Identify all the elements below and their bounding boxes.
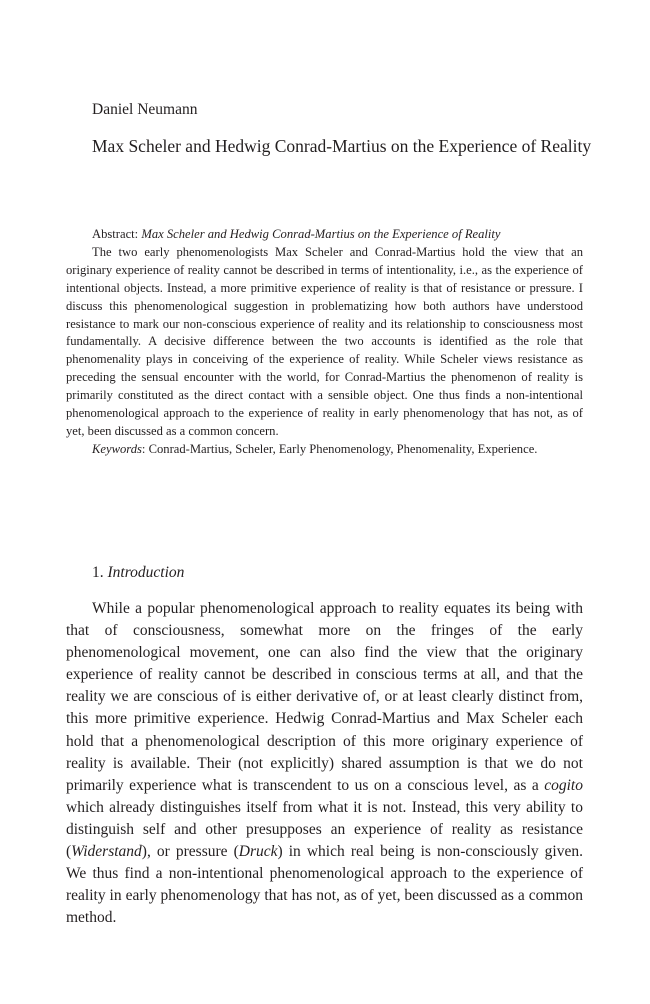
abstract-label: Abstract: xyxy=(92,227,139,241)
intro-widerstand: Widerstand xyxy=(71,843,142,861)
intro-text-1: While a popular phenomenological approach to reality equates its being with that of consciousness, somewhat more on the fringes of the early phenomenological movement, one can also find the view that the originary experience of reality cannot be described in conscious terms at all, and that the reality we are conscious of is either derivative of, or at least clearly distinct from, this more primitive experience. Hedwig Conrad-Martius and Max Scheler each hold that a phenomenological description of this more originary experience of reality is available. Their (not explicitly) shared assumption is that we do not primarily experience what is transcendent to us on a conscious level, as a xyxy=(66,600,583,794)
keywords-text: : Conrad-Martius, Scheler, Early Phenomenology, Phenomenality, Experience. xyxy=(141,441,538,456)
section-number: 1. xyxy=(92,564,104,581)
author-name: Daniel Neumann xyxy=(92,101,198,118)
abstract-heading xyxy=(66,226,583,244)
intro-text-2: which already distinguishes itself from what it is not. Instead, this very ability to distinguish self and other presupposes an experience of reality as resistance ( xyxy=(66,798,583,861)
keywords-label: Keywords xyxy=(92,441,142,456)
keywords xyxy=(66,441,583,459)
chapter-title: Max Scheler and Hedwig Conrad-Martius on the Experience of Reality xyxy=(92,136,592,156)
abstract-title: Max Scheler and Hedwig Conrad-Martius on the Experience of Reality xyxy=(141,227,501,241)
intro-text-4: ) in which real being is non-consciously given. We thus find a non-intentional phenomenological approach to the experience of reality in early phenomenology that has not, as of yet, been discussed as a common method. xyxy=(66,843,583,927)
abstract xyxy=(66,226,583,459)
intro-cogito: cogito xyxy=(544,776,583,794)
section-title: Introduction xyxy=(107,564,185,581)
intro-druck: Druck xyxy=(238,843,278,861)
intro-text-3: ), or pressure ( xyxy=(141,843,239,861)
abstract-body: The two early phenomenologists Max Scheler and Conrad-Martius hold the view that an originary experience of reality cannot be described in terms of intentionality, i.e., as the experience of intentional objects. Instead, a more primitive experience of reality is that of resistance or pressure. I discuss this phenomenological suggestion in problematizing how both authors have understood resistance to mark our non-conscious experience of reality and its relationship to consciousness most fundamentally. A decisive difference between the two accounts is identified as the role that phenomenality plays in conceiving of the experience of reality. While Scheler views resistance as preceding the sensual encounter with the world, for Conrad-Martius the phenomenon of reality is primarily constituted as the direct contact with a sensible object. One thus finds a non-intentional phenomenological approach to the experience of reality in early phenomenology that has not, as of yet, been discussed as a common concern. xyxy=(66,244,583,438)
intro-paragraph xyxy=(66,598,583,929)
introduction xyxy=(66,598,583,929)
section-heading xyxy=(92,564,184,582)
